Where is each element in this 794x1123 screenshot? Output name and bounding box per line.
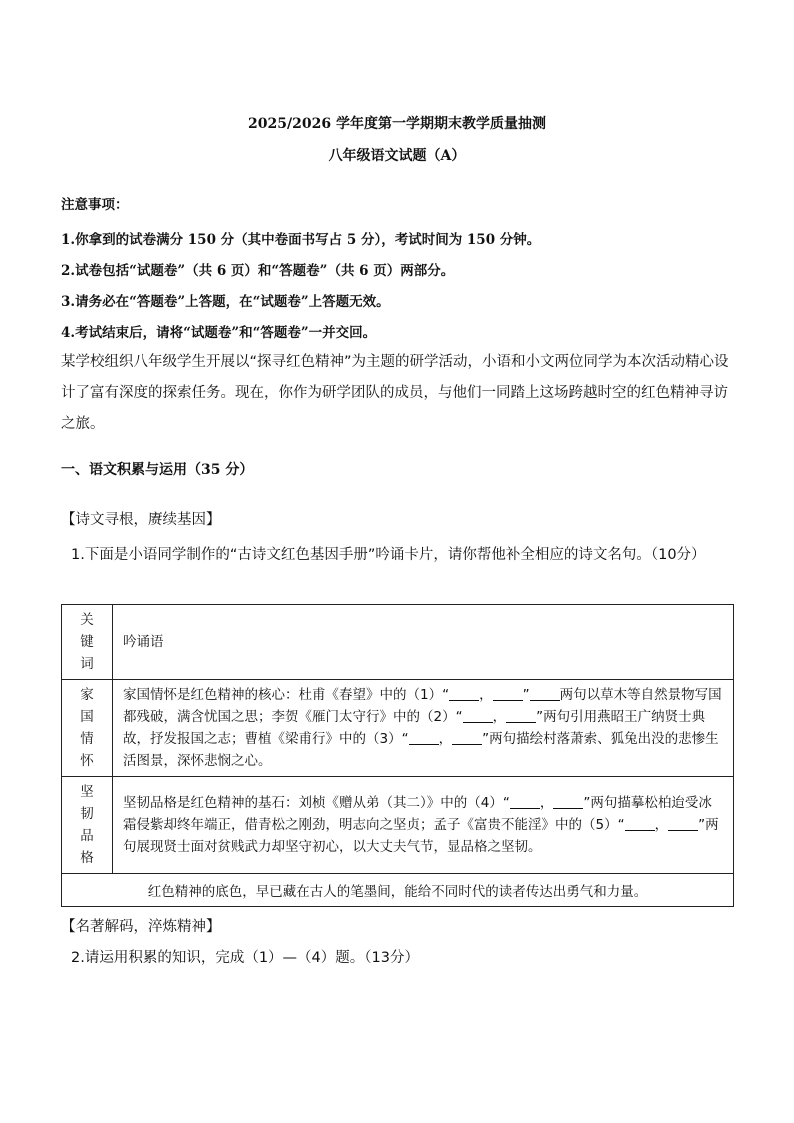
keyword-resilience: 坚韧品格 bbox=[80, 784, 94, 866]
table-footer: 红色精神的底色，早已藏在古人的笔墨间，能给不同时代的读者传达出勇气和力量。 bbox=[147, 884, 648, 900]
keyword-cell bbox=[62, 680, 113, 777]
exam-title: 2025/2026 学年度第一学期期末教学质量抽测 bbox=[248, 116, 546, 132]
section-title: 一、语文积累与运用（35 分） bbox=[61, 462, 254, 478]
notice-item-2: 2.试卷包括“试题卷”（共 6 页）和“答题卷”（共 6 页）两部分。 bbox=[61, 263, 455, 279]
answer-blank[interactable] bbox=[452, 731, 482, 746]
header-text-cell bbox=[113, 605, 734, 680]
text-segment: ， bbox=[438, 731, 453, 747]
text-segment: ， bbox=[539, 795, 554, 811]
recitation-cell bbox=[113, 680, 734, 777]
answer-blank[interactable] bbox=[625, 817, 655, 832]
keyword-cell bbox=[62, 777, 113, 874]
table-row bbox=[62, 680, 734, 777]
intro-paragraph: 某学校组织八年级学生开展以“探寻红色精神”为主题的研学活动，小语和小文两位同学为本次活动精心设计了富有深度的探索任务。现在，你作为研学团队的成员，与他们一同踏上这场跨越时空的红色精神寻访之旅。 bbox=[61, 354, 729, 432]
recitation-table bbox=[61, 604, 734, 907]
answer-blank[interactable] bbox=[463, 709, 493, 724]
subhead-poetry: 【诗文寻根，赓续基因】 bbox=[61, 512, 221, 528]
answer-blank[interactable] bbox=[493, 687, 523, 702]
answer-blank[interactable] bbox=[409, 731, 439, 746]
question-1: 1.下面是小语同学制作的“古诗文红色基因手册”吟诵卡片，请你帮他补全相应的诗文名句。（10分） bbox=[71, 547, 706, 563]
answer-blank[interactable] bbox=[510, 795, 540, 810]
text-segment: ”两句引用燕昭王广纳贤士典故，抒发报国之志；曹植《梁甫行》中的（3）“ bbox=[123, 709, 706, 747]
text-segment: ”两句展现贤士面对贫贱武力却坚守初心，以大丈夫气节，显品格之坚韧。 bbox=[123, 817, 719, 855]
table-footer-row bbox=[62, 874, 734, 907]
table-header-row bbox=[62, 605, 734, 680]
text-segment: 家国情怀是红色精神的核心：杜甫《春望》中的（1）“ bbox=[123, 687, 450, 703]
footer-cell bbox=[62, 874, 734, 907]
text-segment: ， bbox=[492, 709, 507, 725]
notice-item-3: 3.请务必在“答题卷”上答题，在“试题卷”上答题无效。 bbox=[61, 294, 390, 310]
text-segment: ” bbox=[522, 687, 530, 703]
answer-blank[interactable] bbox=[553, 795, 583, 810]
notice-heading: 注意事项： bbox=[61, 197, 129, 213]
text-segment: 坚韧品格是红色精神的基石：刘桢《赠从弟（其二）》中的（4）“ bbox=[123, 795, 510, 811]
keyword-patriotism: 家国情怀 bbox=[80, 687, 94, 769]
recitation-cell bbox=[113, 777, 734, 874]
answer-blank[interactable] bbox=[668, 817, 698, 832]
header-keyword-cell bbox=[62, 605, 113, 680]
table-row bbox=[62, 777, 734, 874]
text-segment: ， bbox=[654, 817, 669, 833]
text-segment: ”两句描绘村落萧索、狐兔出没的悲惨生活图景，深怀悲悯之心。 bbox=[123, 731, 719, 769]
exam-subtitle: 八年级语文试题（A） bbox=[328, 148, 466, 164]
subhead-classics: 【名著解码，淬炼精神】 bbox=[61, 919, 221, 935]
header-text: 吟诵语 bbox=[123, 634, 164, 650]
text-segment: ， bbox=[479, 687, 493, 703]
notice-item-4: 4.考试结束后，请将“试题卷”和“答题卷”一并交回。 bbox=[61, 325, 377, 341]
answer-blank[interactable] bbox=[506, 709, 536, 724]
notice-item-1: 1.你拿到的试卷满分 150 分（其中卷面书写占 5 分），考试时间为 150 分钟。 bbox=[61, 232, 541, 248]
question-2: 2.请运用积累的知识，完成（1）—（4）题。（13分） bbox=[71, 950, 419, 966]
answer-blank[interactable] bbox=[449, 687, 479, 702]
text-segment: ”两句描摹松柏迨受冰霜侵紫却终年端正，借青松之刚劲，明志向之坚贞；孟子《富贵不能淫》中的（5）“ bbox=[123, 795, 712, 833]
header-keyword: 关键词 bbox=[80, 612, 94, 672]
text-segment: 两句以草木等自然景物写国都残破，满含忧国之思；李贺《雁门太守行》中的（2）“ bbox=[123, 687, 722, 725]
answer-blank[interactable] bbox=[530, 687, 560, 702]
